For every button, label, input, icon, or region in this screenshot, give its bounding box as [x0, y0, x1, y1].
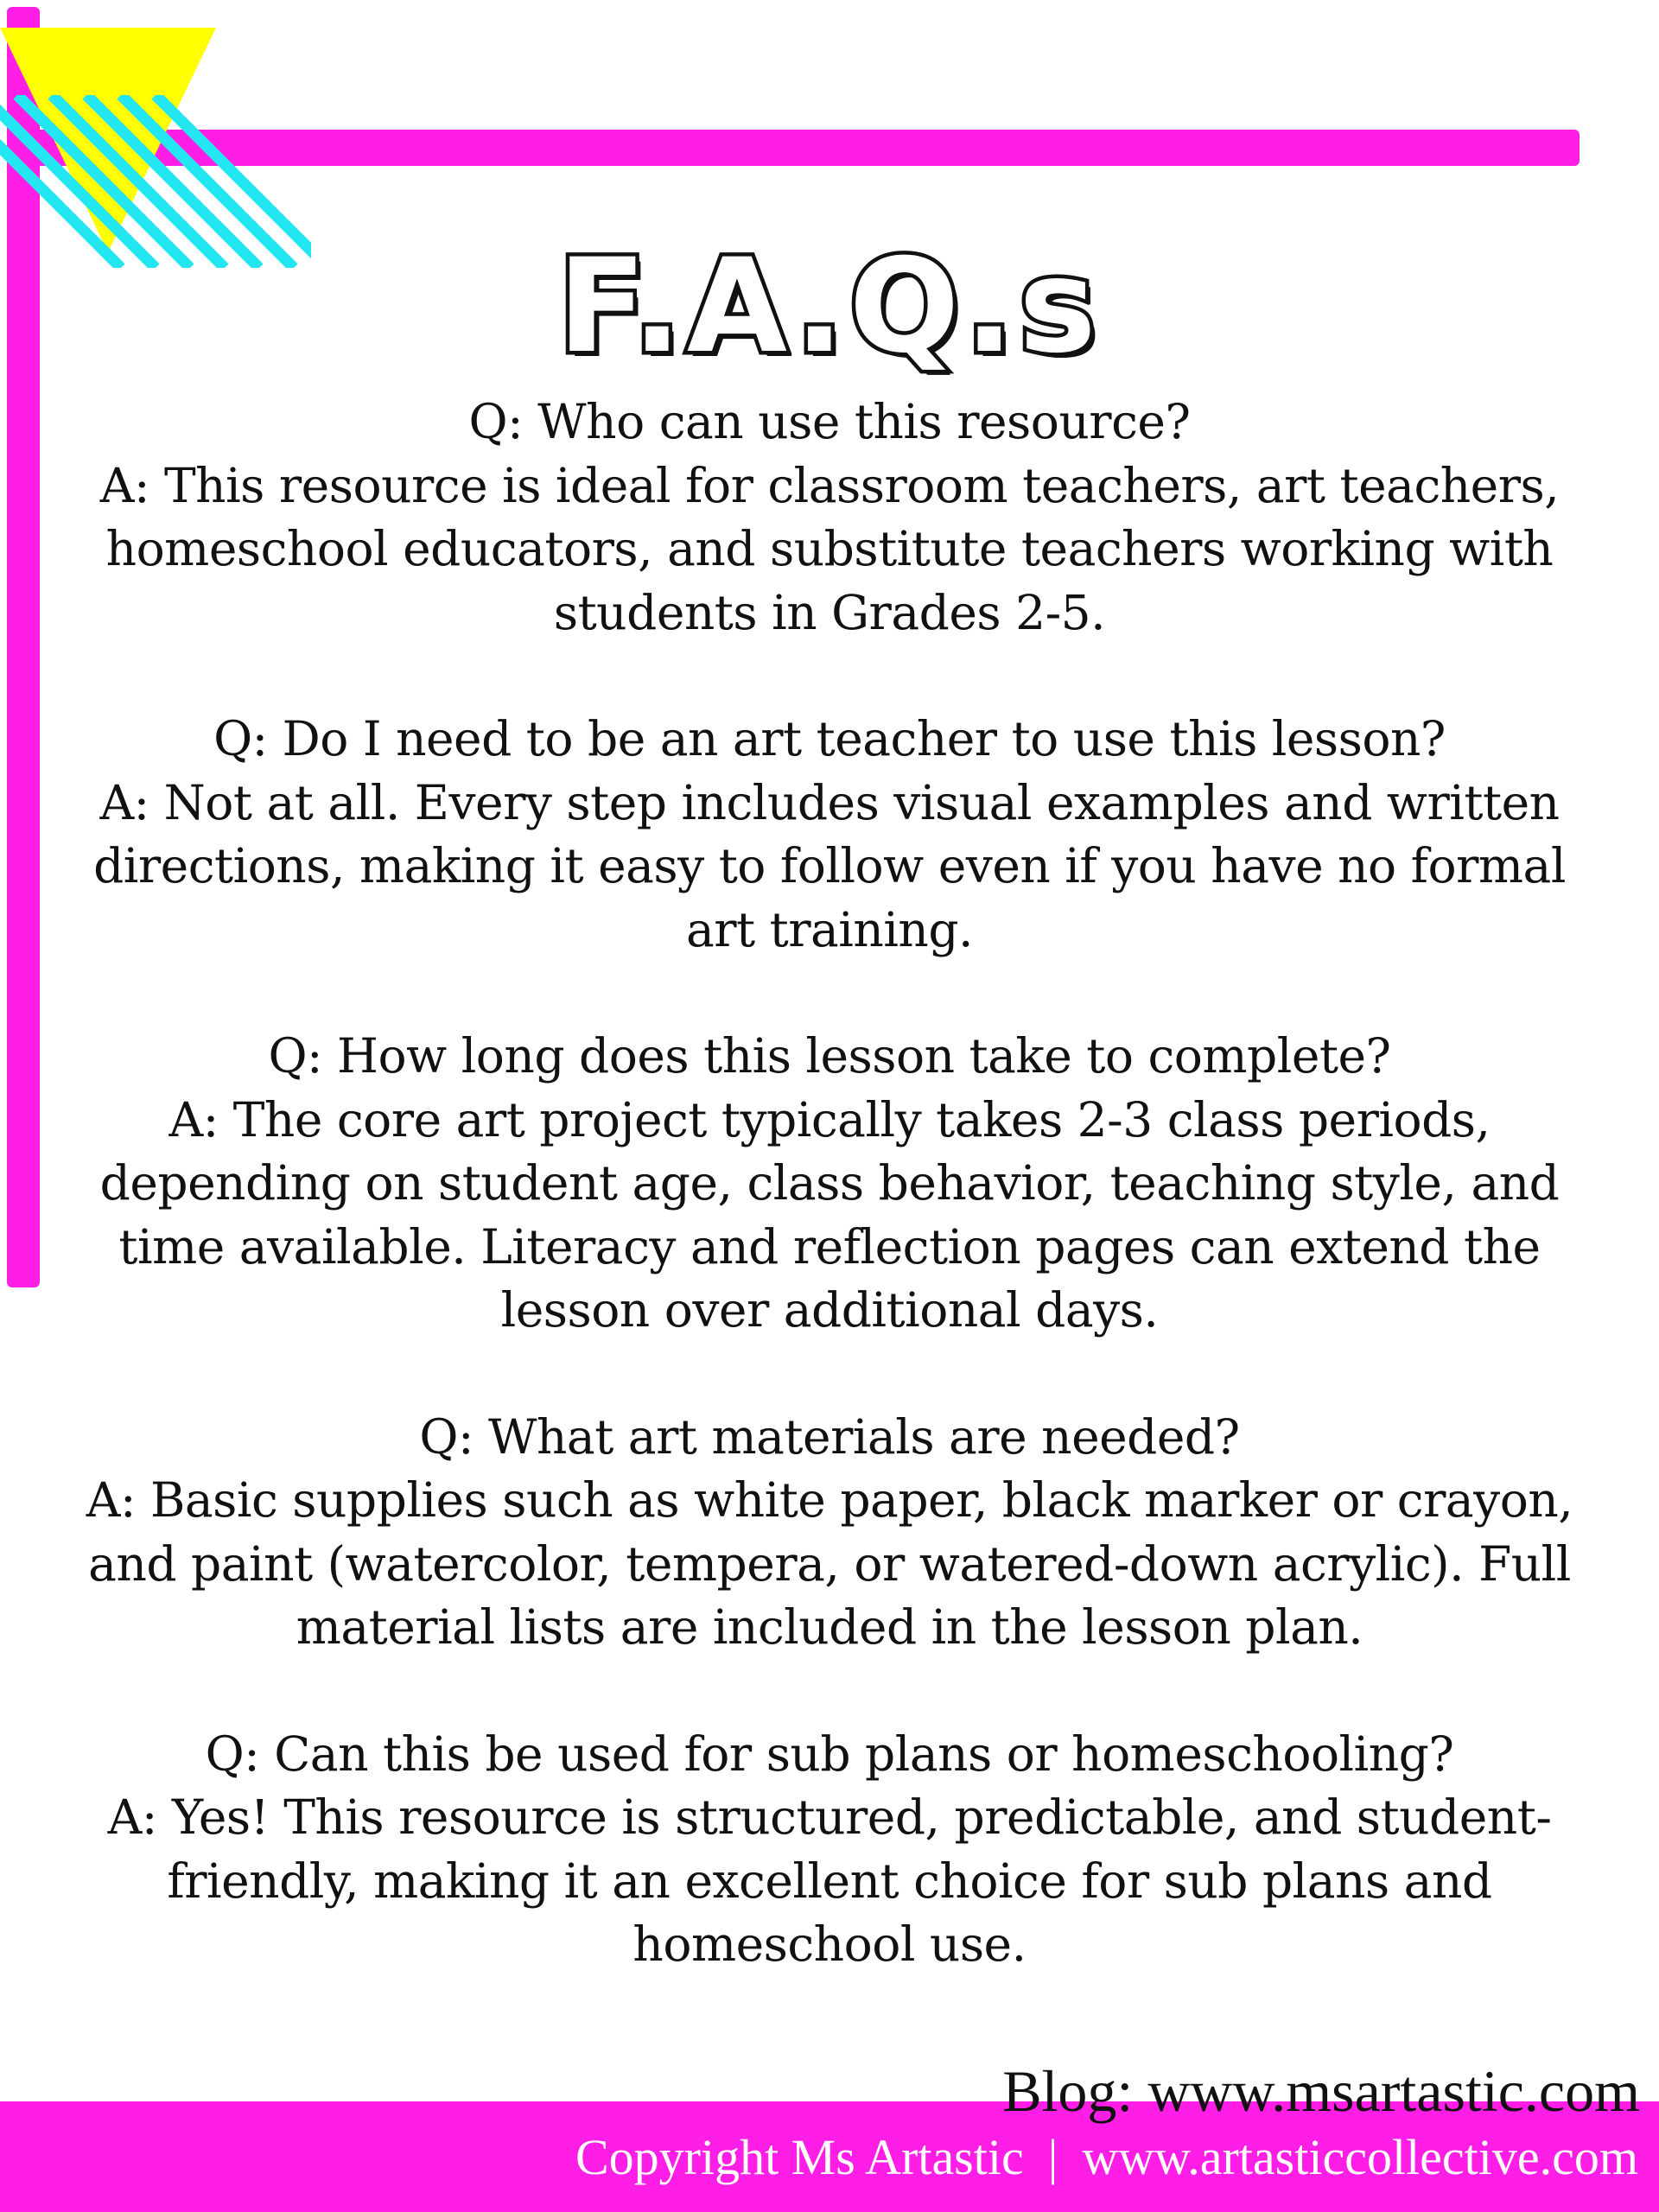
- faq-item: [60, 1025, 1599, 1343]
- faq-question: Q: How long does this lesson take to complete?: [268, 1028, 1391, 1084]
- faq-item: [60, 708, 1599, 962]
- website-link[interactable]: www.artasticcollective.com: [1082, 2129, 1638, 2185]
- faq-question: Q: Can this be used for sub plans or homeschooling?: [205, 1726, 1454, 1782]
- faq-question: Q: Do I need to be an art teacher to use this lesson?: [213, 711, 1446, 766]
- faq-answer: A: This resource is ideal for classroom teachers, art teachers, homeschool educators, and substitute teachers working with students in Grades 2-5.: [99, 457, 1560, 640]
- magenta-vertical-bar: [7, 7, 40, 1287]
- footer-separator: |: [1047, 2129, 1058, 2185]
- blog-link[interactable]: Blog: www.msartastic.com: [1002, 2058, 1640, 2124]
- page-title: F.A.Q.s: [557, 232, 1102, 382]
- faq-answer: A: The core art project typically takes 2-3 class periods, depending on student age, class behavior, teaching style, and time available. Literacy and reflection pages can extend the lesson over additional days.: [99, 1091, 1560, 1338]
- faq-question: Q: What art materials are needed?: [419, 1408, 1240, 1465]
- faq-list: [60, 391, 1599, 2040]
- faq-question: Q: Who can use this resource?: [468, 394, 1191, 449]
- faq-answer: A: Not at all. Every step includes visual examples and written directions, making it easy to follow even if you have no formal art training.: [93, 774, 1566, 957]
- faq-item: [60, 1406, 1599, 1660]
- magenta-horizontal-bar: [17, 130, 1580, 166]
- copyright-text: Copyright Ms Artastic: [575, 2129, 1024, 2185]
- faq-answer: A: Basic supplies such as white paper, black marker or crayon, and paint (watercolor, tempera, or watered-down acrylic). Full material lists are included in the lesson plan.: [86, 1472, 1573, 1655]
- faq-answer: A: Yes! This resource is structured, predictable, and student-friendly, making it an excellent choice for sub plans and homeschool use.: [107, 1789, 1552, 1972]
- footer-credits: [575, 2127, 1638, 2188]
- yellow-triangle: [0, 28, 216, 252]
- faq-item: [60, 1723, 1599, 1977]
- faq-item: [60, 391, 1599, 645]
